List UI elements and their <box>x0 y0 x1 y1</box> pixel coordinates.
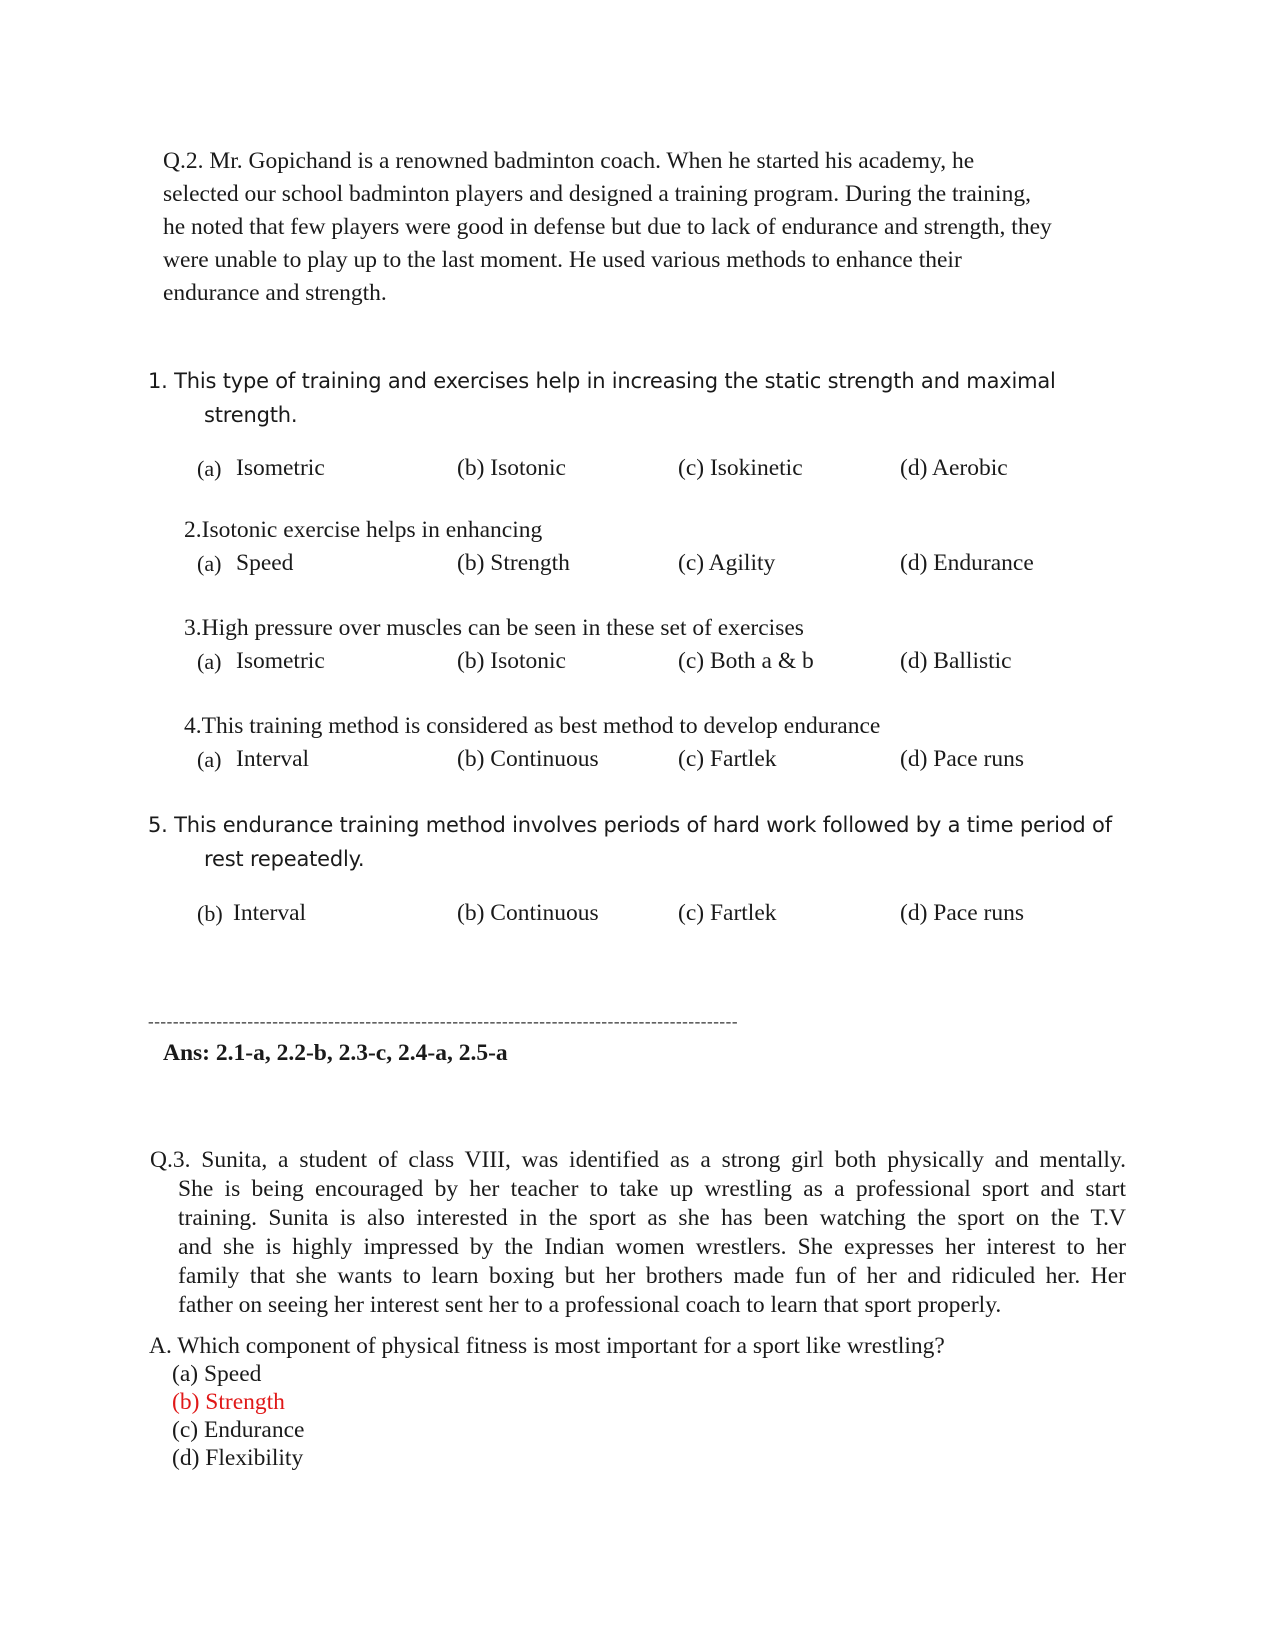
option-b: (b) Isotonic <box>457 648 566 674</box>
q3-passage-line: training. Sunita is also interested in the sport as she has been watching the sport on the T.V <box>178 1205 1126 1231</box>
option-d: (d) Aerobic <box>900 455 1008 481</box>
q2-3-stem: 3.High pressure over muscles can be seen in these set of exercises <box>184 615 804 641</box>
q3-a-stem: A. Which component of physical fitness is most important for a sport like wrestling? <box>149 1333 945 1359</box>
option-d: (d) Pace runs <box>900 900 1024 926</box>
option-letter: (a) <box>197 551 222 576</box>
q3-passage-line: She is being encouraged by her teacher to take up wrestling as a professional sport and start <box>178 1176 1126 1202</box>
q2-2-stem: 2.Isotonic exercise helps in enhancing <box>184 517 543 543</box>
q3-passage-line: father on seeing her interest sent her to a professional coach to learn that sport properly. <box>178 1292 1002 1318</box>
option-letter: (a) <box>197 649 222 674</box>
q2-passage-line: were unable to play up to the last moment. He used various methods to enhance their <box>163 247 962 273</box>
answer-key: Ans: 2.1-a, 2.2-b, 2.3-c, 2.4-a, 2.5-a <box>163 1040 508 1066</box>
option-b: (b) Isotonic <box>457 455 566 481</box>
q3-passage-line: Q.3. Sunita, a student of class VIII, was identified as a strong girl both physically and mentally. <box>150 1147 1126 1173</box>
option-c: (c) Agility <box>678 550 776 576</box>
q2-1-stem-line2: strength. <box>204 403 298 427</box>
q3-passage-line: and she is highly impressed by the Indian women wrestlers. She expresses her interest to her <box>178 1234 1126 1260</box>
q2-5-stem-line1: 5. This endurance training method involves periods of hard work followed by a time period of <box>148 813 1112 837</box>
option-c: (c) Fartlek <box>678 900 777 926</box>
option-a: Interval <box>233 900 307 926</box>
option-d: (d) Ballistic <box>900 648 1012 674</box>
q2-passage-line: endurance and strength. <box>163 280 387 306</box>
option-c: (c) Both a & b <box>678 648 814 674</box>
dashed-divider: ----------------------------------------------------------------------------------------------- <box>148 1012 739 1031</box>
option-a: Isometric <box>236 648 325 674</box>
q2-1-stem-line1: 1. This type of training and exercises help in increasing the static strength and maximal <box>148 369 1056 393</box>
option-c: (c) Fartlek <box>678 746 777 772</box>
option-c: (c) Isokinetic <box>678 455 803 481</box>
option-a: (a) Speed <box>172 1361 262 1387</box>
q3-passage-line: family that she wants to learn boxing but her brothers made fun of her and ridiculed her. Her <box>178 1263 1126 1289</box>
option-b: (b) Continuous <box>457 746 599 772</box>
option-d: (d) Pace runs <box>900 746 1024 772</box>
option-d: (d) Flexibility <box>172 1445 304 1471</box>
q2-passage-line: selected our school badminton players and designed a training program. During the training, <box>163 181 1031 207</box>
q2-passage-line: he noted that few players were good in defense but due to lack of endurance and strength, they <box>163 214 1052 240</box>
q2-4-stem: 4.This training method is considered as best method to develop endurance <box>184 713 881 739</box>
option-a: Speed <box>236 550 294 576</box>
q2-5-stem-line2: rest repeatedly. <box>204 847 365 871</box>
option-b: (b) Strength <box>457 550 570 576</box>
option-b: (b) Continuous <box>457 900 599 926</box>
option-a: Isometric <box>236 455 325 481</box>
option-letter: (b) <box>197 901 223 926</box>
option-letter: (a) <box>197 456 222 481</box>
option-letter: (a) <box>197 747 222 772</box>
q2-passage <box>163 145 1113 310</box>
option-a: Interval <box>236 746 310 772</box>
option-c: (c) Endurance <box>172 1417 305 1443</box>
q2-passage-line: Q.2. Mr. Gopichand is a renowned badminton coach. When he started his academy, he <box>163 148 975 174</box>
q3-passage <box>150 1146 1126 1320</box>
option-d: (d) Endurance <box>900 550 1034 576</box>
option-b-highlighted: (b) Strength <box>172 1389 285 1415</box>
